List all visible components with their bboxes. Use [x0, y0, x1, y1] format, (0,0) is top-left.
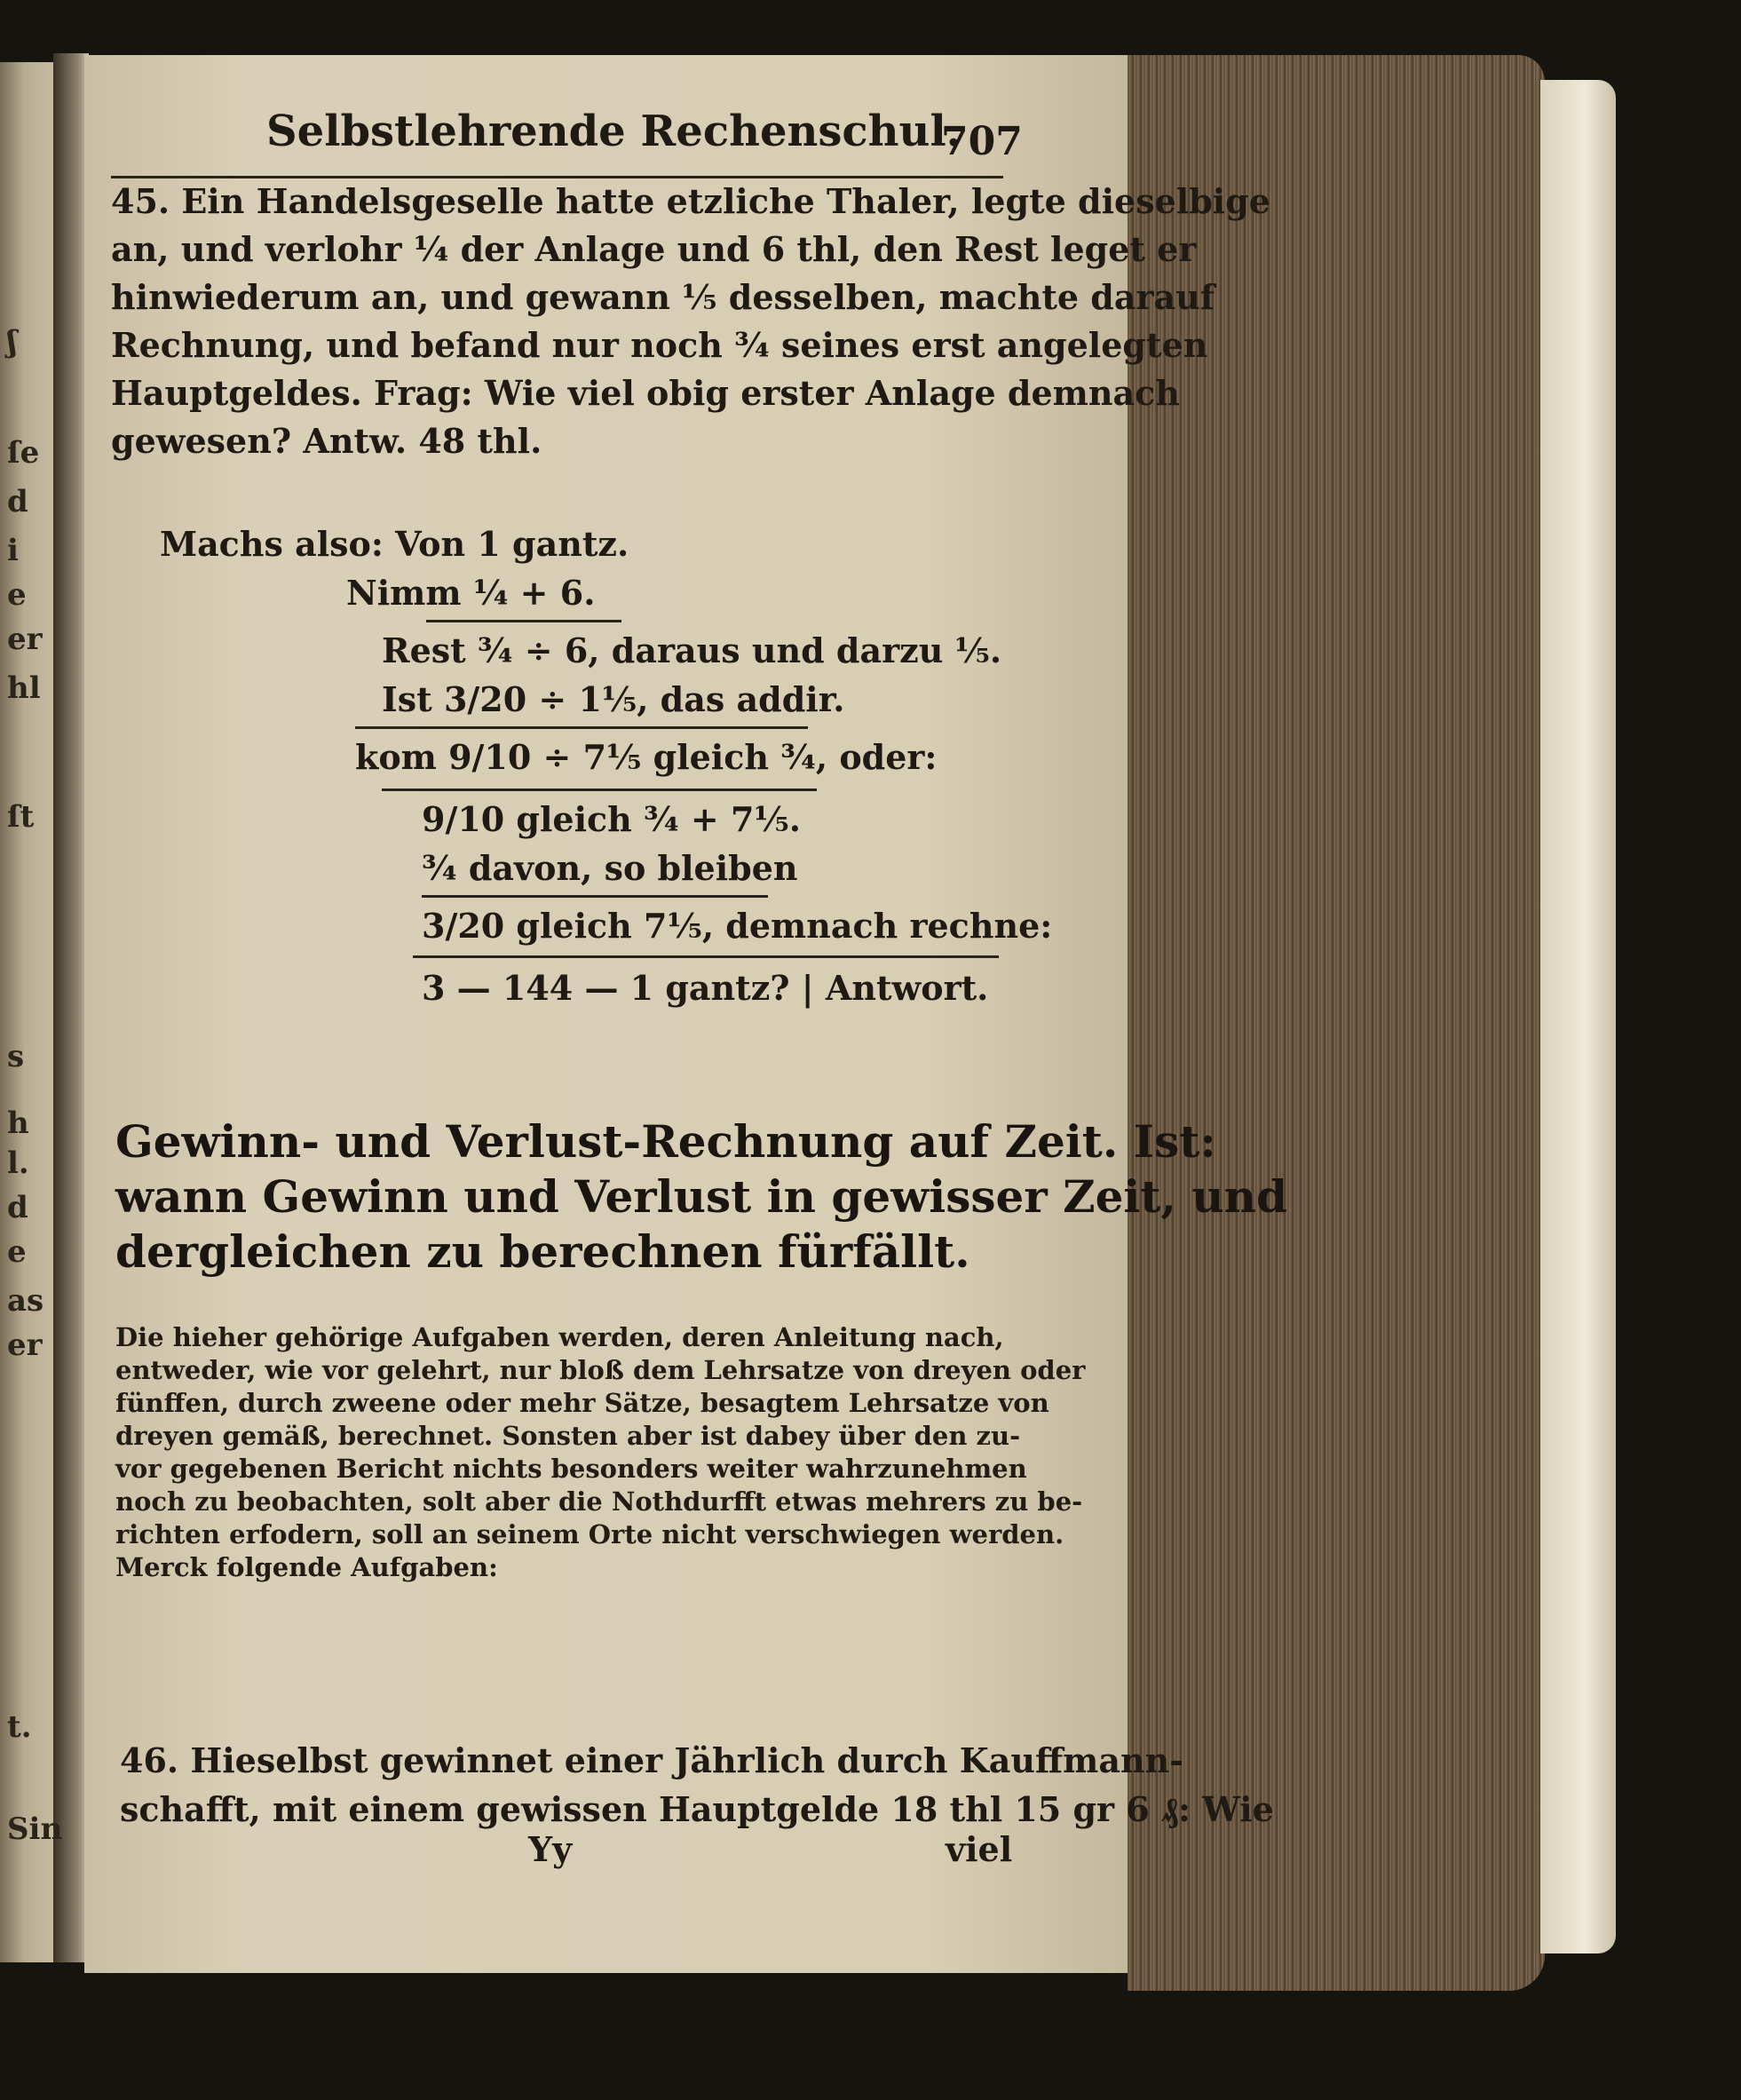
left-fragment: er — [7, 622, 43, 657]
text-line: hinwiederum an, und gewann ⅕ desselben, machte darauf — [111, 277, 1215, 317]
text-line: an, und verlohr ¼ der Anlage und 6 thl, den Rest leget er — [111, 229, 1197, 269]
left-fragment: hl — [7, 670, 41, 706]
text-line: 45. Ein Handelsgeselle hatte etzliche Thaler, legte dieselbige — [111, 181, 1270, 221]
calc-line: 9/10 gleich ¾ + 7⅕. — [422, 799, 801, 839]
section-heading — [115, 1114, 1287, 1280]
body-line: fünffen, durch zweene oder mehr Sätze, besagtem Lehrsatze von — [115, 1388, 1049, 1418]
left-fragment: l. — [7, 1145, 29, 1181]
left-fragment: ſt — [7, 799, 35, 835]
signature-mark: Yy — [528, 1829, 573, 1869]
book-cover — [1540, 80, 1616, 1953]
calc-line: kom 9/10 ÷ 7⅕ gleich ¾, oder: — [355, 737, 938, 777]
page-number: 707 — [941, 119, 1023, 164]
heading-line: dergleichen zu berechnen fürfällt. — [115, 1225, 970, 1278]
left-fragment: er — [7, 1327, 43, 1363]
calc-line: ¾ davon, so bleiben — [422, 848, 798, 888]
left-fragment: d — [7, 1190, 28, 1225]
left-fragment: e — [7, 1234, 27, 1270]
left-fragment: h — [7, 1105, 29, 1141]
left-fragment: t. — [7, 1709, 32, 1745]
left-fragment: s — [7, 1039, 25, 1074]
text-line: schafft, mit einem gewissen Hauptgelde 18 thl 15 gr 6 ₰: Wie — [120, 1789, 1274, 1829]
left-fragment: ʃ — [7, 324, 18, 360]
section-body — [115, 1321, 1085, 1584]
text-line: 46. Hieselbst gewinnet einer Jährlich durch Kauffmann- — [120, 1740, 1184, 1780]
left-fragment: ſe — [7, 435, 40, 471]
calc-line: 3 — 144 — 1 gantz? | Antwort. — [422, 968, 989, 1008]
text-line: Rechnung, und befand nur noch ¾ seines erst angelegten — [111, 325, 1208, 365]
calc-line: Ist 3/20 ÷ 1⅕, das addir. — [382, 679, 845, 719]
body-line: richten erfodern, soll an seinem Orte nicht verschwiegen werden. — [115, 1519, 1064, 1549]
text-line: Hauptgeldes. Frag: Wie viel obig erster Anlage demnach — [111, 373, 1180, 413]
heading-line: Gewinn- und Verlust-Rechnung auf Zeit. Ist: — [115, 1115, 1216, 1168]
calc-line: Machs also: Von 1 gantz. — [160, 524, 629, 564]
left-fragment: d — [7, 484, 28, 519]
body-line: Merck folgende Aufgaben: — [115, 1552, 498, 1582]
left-fragment: e — [7, 577, 27, 613]
book-gutter — [53, 53, 89, 1962]
calc-line: Nimm ¼ + 6. — [346, 573, 596, 613]
catchword: viel — [946, 1829, 1013, 1869]
body-line: dreyen gemäß, berechnet. Sonsten aber ist dabey über den zu- — [115, 1421, 1021, 1451]
left-fragment: as — [7, 1283, 44, 1319]
body-line: entweder, wie vor gelehrt, nur bloß dem Lehrsatze von dreyen oder — [115, 1355, 1086, 1385]
calc-rule — [355, 726, 808, 729]
left-fragment: i — [7, 533, 19, 568]
left-fragment: Sin — [7, 1811, 63, 1847]
body-line: noch zu beobachten, solt aber die Nothdurfft etwas mehrers zu be- — [115, 1486, 1083, 1517]
problem-45 — [111, 178, 1270, 465]
calc-rule — [382, 788, 817, 791]
page-title: Selbstlehrende Rechenschul. — [266, 107, 962, 156]
calc-line: Rest ¾ ÷ 6, daraus und darzu ⅕. — [382, 630, 1002, 670]
calc-rule — [413, 955, 999, 958]
calc-rule — [426, 620, 621, 622]
heading-line: wann Gewinn und Verlust in gewisser Zeit, und — [115, 1170, 1287, 1223]
body-line: Die hieher gehörige Aufgaben werden, deren Anleitung nach, — [115, 1322, 1004, 1352]
calc-line: 3/20 gleich 7⅕, demnach rechne: — [422, 906, 1053, 946]
calc-rule — [422, 895, 768, 898]
problem-46 — [120, 1736, 1274, 1834]
body-line: vor gegebenen Bericht nichts besonders weiter wahrzunehmen — [115, 1454, 1027, 1484]
text-line: gewesen? Antw. 48 thl. — [111, 421, 542, 461]
